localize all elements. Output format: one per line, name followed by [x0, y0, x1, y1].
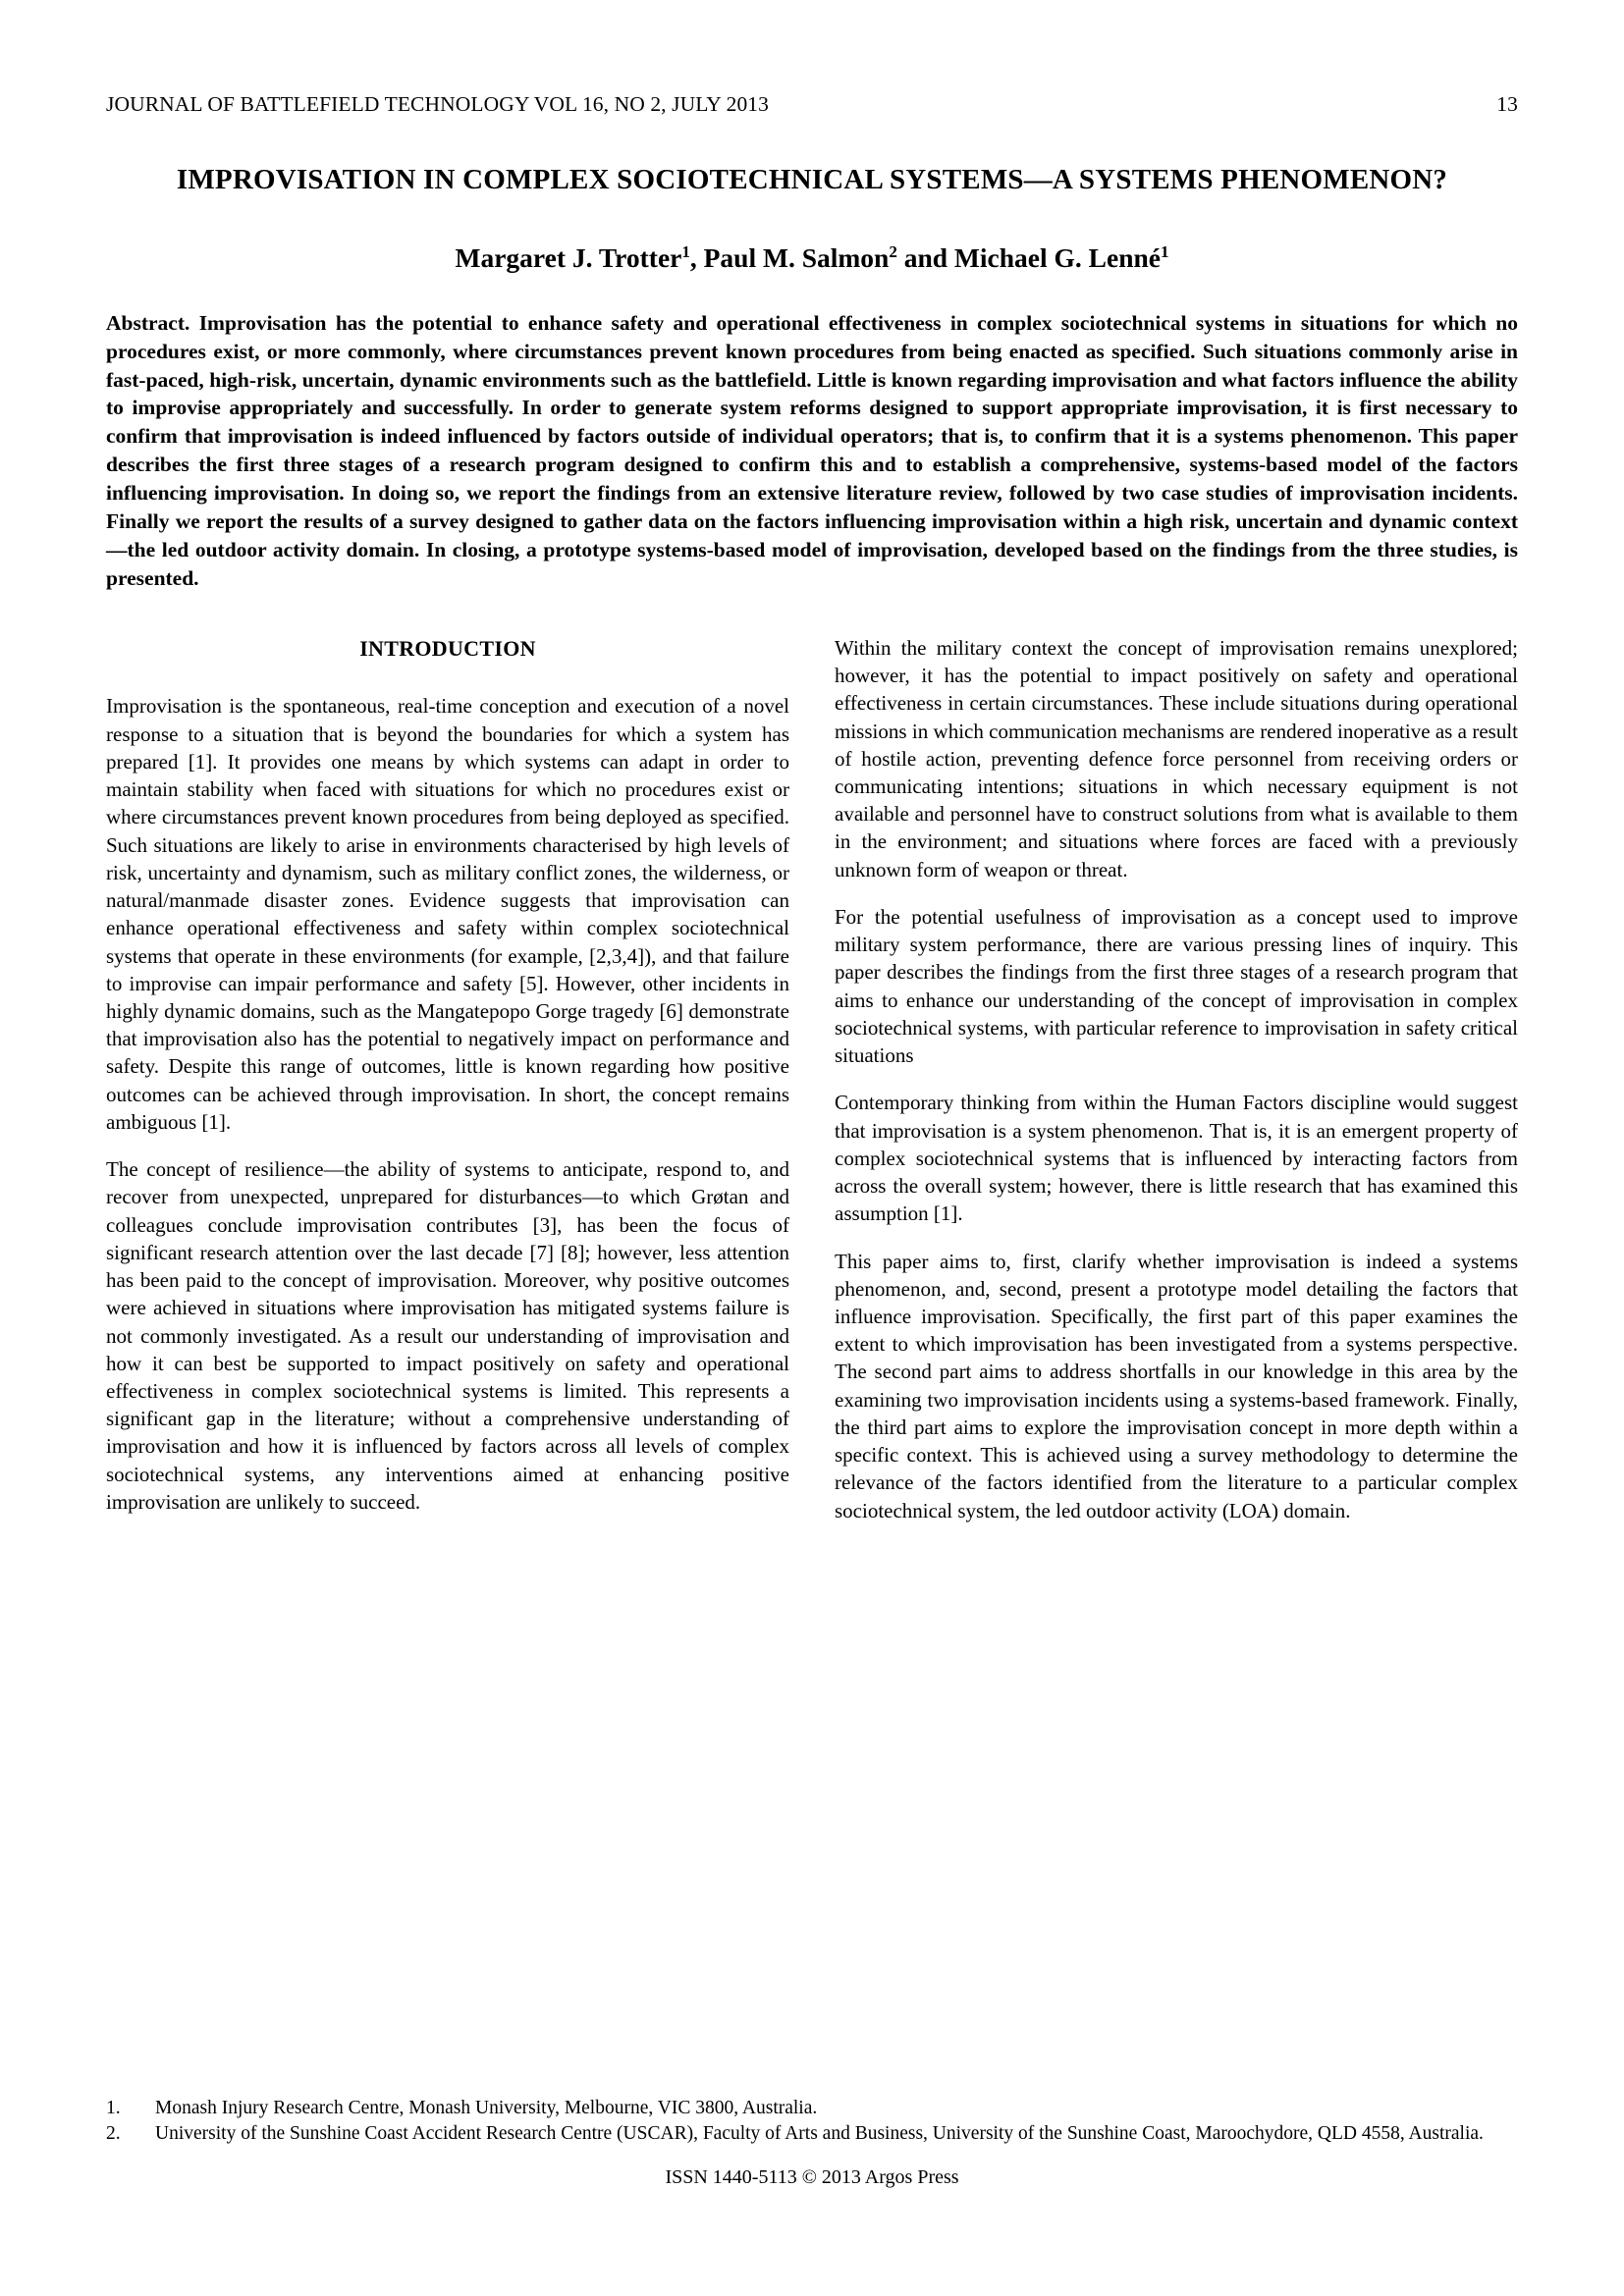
footnote-number: 2. [106, 2122, 121, 2144]
paragraph: Within the military context the concept of improvisation remains unexplored; however, it has the potential to impact positively on safety and operational effectiveness in certain circumstances. These include situations during operational missions in which communication mechanisms are rendered inoperative as a result of hostile action, preventing defence force personnel from receiving orders or communicating intentions; situations in which necessary equipment is not available and personnel have to construct solutions from what is available to them in the environment; and situations where forces are faced with a previously unknown form of weapon or threat. [835, 635, 1518, 881]
footnotes-block [106, 2096, 1518, 2190]
issn-line: ISSN 1440-5113 © 2013 Argos Press [665, 2165, 959, 2188]
footnote-item [106, 2121, 1518, 2147]
footnote-item [106, 2096, 1518, 2121]
body-columns [106, 634, 1518, 1524]
paragraph: Improvisation is the spontaneous, real-time conception and execution of a novel response to a situation that is beyond the boundaries for which a system has prepared [1]. It provides one means by which systems can adapt in order to maintain stability when faced with situations for which no procedures exist or where circumstances prevent known procedures from being deployed as specified. Such situations are likely to arise in environments characterised by high levels of risk, uncertainty and dynamism, such as military conflict zones, the wilderness, or natural/manmade disaster zones. Evidence suggests that improvisation can enhance operational effectiveness and safety within complex sociotechnical systems that operate in these environments (for example, [2,3,4]), and that failure to improvise can impair performance and safety [5]. However, other incidents in highly dynamic domains, such as the Mangatepopo Gorge tragedy [6] demonstrate that improvisation also has the potential to negatively impact on performance and safety. Despite this range of outcomes, little is known regarding how positive outcomes can be achieved through improvisation. In short, the concept remains ambiguous [1]. [106, 694, 789, 1134]
paragraph: The concept of resilience—the ability of systems to anticipate, respond to, and recover from unexpected, unprepared for disturbances—to which Grøtan and colleagues conclude improvisation contributes [3], has been the focus of significant research attention over the last decade [7] [8]; however, less attention has been paid to the concept of improvisation. Moreover, why positive outcomes were achieved in situations where improvisation has mitigated systems failure is not commonly investigated. As a result our understanding of improvisation and how it can best be supported to impact positively on safety and operational effectiveness in complex sociotechnical systems is limited. This represents a significant gap in the literature; without a comprehensive understanding of improvisation and how it is influenced by factors across all levels of complex sociotechnical systems, any interventions aimed at enhancing positive improvisation are unlikely to succeed. [106, 1157, 789, 1514]
abstract-paragraph: Abstract. Improvisation has the potential to enhance safety and operational effectiveness in complex sociotechnical systems in situations for which no procedures exist, or more commonly, where circumstances prevent known procedures from being enacted as specified. Such situations commonly arise in fast-paced, high-risk, uncertain, dynamic environments such as the battlefield. Little is known regarding improvisation and what factors influence the ability to improvise appropriately and successfully. In order to generate system reforms designed to support appropriate improvisation, it is first necessary to confirm that improvisation is indeed influenced by factors outside of individual operators; that is, to confirm that it is a systems phenomenon. This paper describes the first three stages of a research program designed to confirm this and to establish a comprehensive, systems-based model of the factors influencing improvisation. In doing so, we report the findings from an extensive literature review, followed by two case studies of improvisation incidents. Finally we report the results of a survey designed to gather data on the factors influencing improvisation within a high risk, uncertain and dynamic context—the led outdoor activity domain. In closing, a prototype systems-based model of improvisation, developed based on the findings from the three studies, is presented. [106, 310, 1518, 590]
section-heading-introduction: INTRODUCTION [359, 635, 536, 661]
page-number: 13 [1496, 92, 1518, 116]
page-title: IMPROVISATION IN COMPLEX SOCIOTECHNICAL SYSTEMS—A SYSTEMS PHENOMENON? [176, 163, 1448, 195]
footnote-text: Monash Injury Research Centre, Monash University, Melbourne, VIC 3800, Australia. [155, 2098, 818, 2118]
paragraph: This paper aims to, first, clarify whether improvisation is indeed a systems phenomenon, and, second, present a prototype model detailing the factors that influence improvisation. Specifically, the first part of this paper examines the extent to which improvisation has been investigated from a systems perspective. The second part aims to address shortfalls in our knowledge in this area by the examining two improvisation incidents using a systems-based framework. Finally, the third part aims to explore the improvisation concept in more depth within a specific context. This is achieved using a survey methodology to determine the relevance of the factors identified from the literature to a particular complex sociotechnical system, the led outdoor activity (LOA) domain. [835, 1249, 1518, 1522]
paragraph: For the potential usefulness of improvisation as a concept used to improve military system performance, there are various pressing lines of inquiry. This paper describes the findings from the first three stages of a research program that aims to enhance our understanding of the concept of improvisation in complex sociotechnical systems, with particular reference to improvisation in safety critical situations [835, 904, 1518, 1068]
left-column [106, 634, 789, 1524]
paragraph: Contemporary thinking from within the Human Factors discipline would suggest that improvisation is a system phenomenon. That is, it is an emergent property of complex sociotechnical systems that is influenced by interacting factors from across the overall system; however, there is little research that has examined this assumption [1]. [835, 1091, 1518, 1226]
journal-title: JOURNAL OF BATTLEFIELD TECHNOLOGY VOL 16, NO 2, JULY 2013 [106, 92, 770, 116]
footnote-number: 1. [106, 2098, 121, 2118]
right-column [835, 634, 1518, 1524]
running-head [106, 93, 1518, 117]
author-list: Margaret J. Trotter$^1$, Paul M. Salmon$^2$ and Michael G. Lenné$^1$ [455, 241, 1169, 273]
footnote-text: University of the Sunshine Coast Accident Research Centre (USCAR), Faculty of Arts and Business, University of the Sunshine Coast, Maroochydore, QLD 4558, Australia. [155, 2122, 1484, 2144]
